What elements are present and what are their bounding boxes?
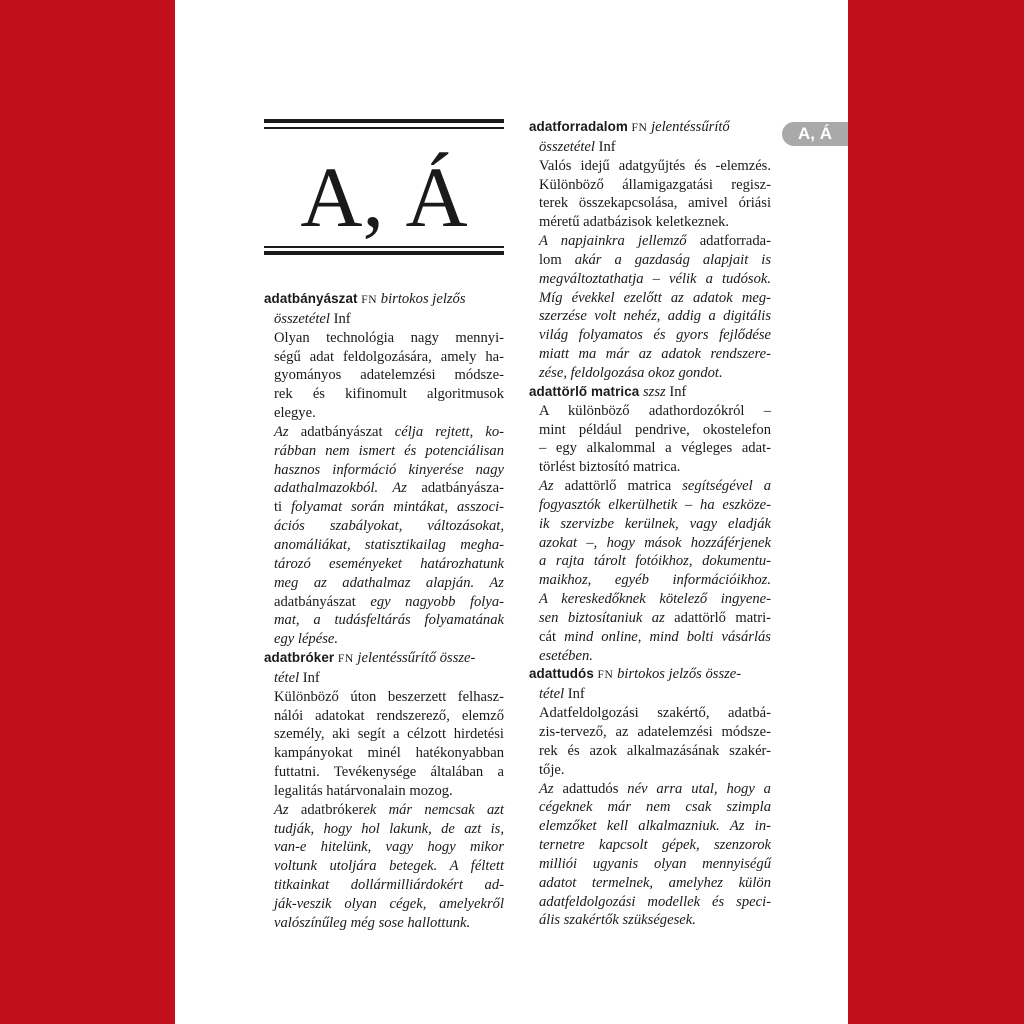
thumb-index-tab[interactable]: A, Á <box>782 122 848 146</box>
dictionary-entry <box>529 383 771 666</box>
entry-text-line <box>264 366 504 385</box>
example-text: folyamat során mintákat, asszoci- <box>291 499 504 516</box>
entry-text-line <box>264 801 504 820</box>
entry-text-line <box>264 461 504 480</box>
entry-text-line <box>529 515 771 534</box>
example-text: mind online, mind bolti vásárlás <box>564 628 771 645</box>
left-column <box>264 290 504 933</box>
entry-text-line <box>264 876 504 895</box>
entry-text-line <box>264 517 504 536</box>
entry-text-line <box>529 552 771 571</box>
entry-text-line <box>529 251 771 270</box>
dictionary-entry <box>264 649 504 933</box>
entry-head-line <box>529 685 771 704</box>
example-text: valószínűleg még sose hallottunk. <box>274 914 471 931</box>
example-text: tudják, hogy hol lakunk, de azt is, <box>274 820 504 837</box>
heading-rule-top-thick <box>264 119 504 123</box>
entry-text-line <box>529 628 771 647</box>
example-text: Az <box>539 478 565 495</box>
entry-text-line <box>264 611 504 630</box>
body-text: mint például pendrive, okostelefon <box>539 421 771 438</box>
part-of-speech: FN <box>597 669 614 682</box>
entry-text-line <box>529 817 771 836</box>
entry-text-line <box>264 630 504 649</box>
entry-text-line <box>529 232 771 251</box>
entry-text-line <box>529 458 771 477</box>
entry-text-line <box>529 780 771 799</box>
entry-text-line <box>264 857 504 876</box>
example-text: adathalmazokból. Az <box>274 480 422 497</box>
entry-text-line <box>529 836 771 855</box>
body-text: – egy alkalommal a végleges adat- <box>539 440 771 457</box>
entry-text-line <box>529 270 771 289</box>
entry-text-line <box>264 914 504 933</box>
entry-head-line <box>529 138 771 157</box>
entry-text-line <box>529 723 771 742</box>
body-text: nálói adatokat rendszerező, elemző <box>274 707 504 724</box>
example-text: név arra utal, hogy a <box>627 780 771 797</box>
body-text: legalitás határvonalain mozog. <box>274 782 453 799</box>
entry-text-line <box>529 761 771 780</box>
domain-label: Inf <box>299 669 320 686</box>
example-text: Míg évekkel ezelőtt az adatok meg- <box>539 289 771 306</box>
entry-text-line <box>529 571 771 590</box>
body-text: Adatfeldolgozási szakértő, adatbá- <box>539 705 771 722</box>
body-text: adatforrada- <box>699 233 771 250</box>
headword: adatbróker <box>264 650 335 666</box>
example-text: egy lépése. <box>274 631 339 648</box>
entry-text-line <box>529 534 771 553</box>
body-text: adatbányásza- <box>421 480 504 497</box>
example-text: ációs szabályokat, változásokat, <box>274 518 504 535</box>
example-text: világ folyamatos és gyors fejlődése <box>539 327 771 344</box>
body-text: rek és azok alkalmazásának szakér- <box>539 742 771 759</box>
part-of-speech: FN <box>337 653 354 666</box>
entry-text-line <box>529 590 771 609</box>
dictionary-entry <box>529 118 771 383</box>
example-text: azokat –, hogy mások hozzáférjenek <box>539 534 771 551</box>
headword: adatbányászat <box>264 291 358 306</box>
example-text: miatt ma már az adatok rendszere- <box>539 346 771 363</box>
entry-text-line <box>264 782 504 801</box>
body-text: adattörlő matri- <box>674 609 771 626</box>
body-text: ti <box>274 499 292 516</box>
entry-text-line <box>529 345 771 364</box>
entry-text-line <box>529 647 771 666</box>
entry-text-line <box>264 555 504 574</box>
entry-text-line <box>264 838 504 857</box>
entry-text-line <box>264 820 504 839</box>
example-text: Az <box>274 423 301 440</box>
entry-text-line <box>264 744 504 763</box>
entry-text-line <box>529 176 771 195</box>
body-text: adattörlő matrica <box>564 478 683 495</box>
body-text: Különböző úton beszerzett felhasz- <box>274 688 504 705</box>
example-text: titkainkat dollármilliárdokért ad- <box>274 877 504 894</box>
body-text: gyományos adatelemzési módsze- <box>274 367 504 384</box>
dictionary-entry <box>529 665 771 930</box>
example-text: meg az adathalmaz alapján. Az <box>274 574 504 591</box>
grammar-label: tétel <box>539 686 565 703</box>
entry-text-line <box>529 496 771 515</box>
entry-text-line <box>264 479 504 498</box>
example-text: voltunk utoljára betegek. A féltett <box>274 858 504 875</box>
example-text: mat, a tudásfeltárás folyamatának <box>274 612 504 629</box>
entry-text-line <box>529 326 771 345</box>
domain-label: Inf <box>594 138 616 155</box>
body-text: cát <box>539 628 565 645</box>
entry-text-line <box>529 609 771 628</box>
headword: adattörlő matrica <box>529 383 640 399</box>
entry-text-line <box>264 348 504 367</box>
entry-text-line <box>529 364 771 383</box>
body-text: terek összekapcsolása, amivel óriási <box>539 195 771 212</box>
example-text: szerzése volt nehéz, addig a digitális <box>539 308 771 325</box>
example-text: hasznos információ kinyerése nagy <box>274 461 504 478</box>
right-red-band <box>848 0 1024 1024</box>
body-text: adatbróker <box>300 801 364 818</box>
body-text: adattudós <box>562 780 628 797</box>
example-text: sen biztosítaniuk az <box>539 609 675 626</box>
example-text: A kereskedőknek kötelező ingyene- <box>539 591 771 608</box>
entry-head-line <box>529 383 771 402</box>
example-text: adatfeldolgozási modellek és speci- <box>539 893 771 910</box>
entry-text-line <box>264 725 504 744</box>
entry-text-line <box>264 593 504 612</box>
entry-text-line <box>529 704 771 723</box>
right-column <box>529 118 771 930</box>
entry-head-line <box>529 665 771 685</box>
body-text: méretű adatbázisok keletkeznek. <box>539 214 730 231</box>
entry-text-line <box>529 402 771 421</box>
entry-text-line <box>529 874 771 893</box>
entry-text-line <box>529 421 771 440</box>
heading-rule-bottom-thick <box>264 251 504 255</box>
body-text: adatbányászat <box>274 593 371 610</box>
body-text: elegye. <box>274 405 316 422</box>
example-text: tározó eseményeket határozhatunk <box>274 555 504 572</box>
entry-text-line <box>529 477 771 496</box>
example-text: maikhoz, egyéb információikhoz. <box>539 572 771 589</box>
example-text: esetében. <box>539 647 593 664</box>
example-text: megváltoztathatja – vélik a tudósok. <box>539 270 771 287</box>
example-text: egy nagyobb folya- <box>370 593 504 610</box>
domain-label: Inf <box>564 686 585 703</box>
grammar-label: birtokos jelzős össze- <box>613 666 742 683</box>
example-text: ternetre kapcsolt gépek, szenzorok <box>539 837 771 854</box>
body-text: rek és kifinomult algoritmusok <box>274 386 504 403</box>
domain-label: Inf <box>665 383 687 400</box>
grammar-label: tétel <box>274 669 300 686</box>
example-text: Az <box>539 780 563 797</box>
grammar-label: jelentéssűrítő össze- <box>353 650 476 667</box>
entry-head-line <box>264 310 504 329</box>
grammar-label: összetétel <box>539 138 595 155</box>
example-text: fogyasztók elkerülhetik – ha eszköze- <box>539 496 771 513</box>
heading-rule-top-thin <box>264 127 504 129</box>
example-text: rábban nem ismert és potenciálisan <box>274 442 504 459</box>
entry-text-line <box>264 329 504 348</box>
grammar-label: jelentéssűrítő <box>647 119 730 135</box>
entry-text-line <box>264 404 504 423</box>
entry-text-line <box>264 895 504 914</box>
example-text: cégeknek már nem csak szimpla <box>539 799 771 816</box>
entry-text-line <box>264 688 504 707</box>
example-text: van-e hitelünk, vagy hogy mikor <box>274 839 504 856</box>
example-text: segítségével a <box>682 478 771 495</box>
example-text: ják-veszik olyan cégek, amelyekről <box>274 896 504 912</box>
entry-text-line <box>529 893 771 912</box>
heading-rule-bottom-thin <box>264 246 504 248</box>
body-text: kampányokat minél hatékonyabban <box>274 745 504 762</box>
example-text: ek már nemcsak azt <box>363 801 504 818</box>
entry-text-line <box>529 911 771 930</box>
grammar-label: birtokos jelzős <box>377 291 466 307</box>
domain-label: Inf <box>329 310 351 327</box>
entry-text-line <box>264 498 504 517</box>
body-text: futtatni. Tevékenysége általában a <box>274 764 504 781</box>
left-red-band <box>0 0 175 1024</box>
entry-text-line <box>264 574 504 593</box>
grammar-label: összetétel <box>274 310 330 327</box>
example-text: zése, feldolgozása okoz gondot. <box>539 364 723 381</box>
entry-text-line <box>264 442 504 461</box>
dictionary-entry <box>264 290 504 649</box>
section-heading: A, Á <box>300 149 468 245</box>
body-text: ségű adat feldolgozására, amely ha- <box>274 348 504 365</box>
example-text: adatot termelnek, amelyhez külön <box>539 874 771 891</box>
entry-head-line <box>264 669 504 688</box>
body-text: törlést biztosító matrica. <box>539 459 681 476</box>
entry-text-line <box>264 536 504 555</box>
entry-text-line <box>264 763 504 782</box>
entry-text-line <box>529 742 771 761</box>
body-text: Olyan technológia nagy mennyi- <box>274 329 504 346</box>
entry-head-line <box>264 649 504 669</box>
example-text: a rajta tárolt fotóikhoz, dokumentu- <box>539 553 771 570</box>
entry-head-line <box>264 290 504 310</box>
entry-text-line <box>529 194 771 213</box>
entry-text-line <box>264 423 504 442</box>
entry-text-line <box>264 385 504 404</box>
body-text: Különböző államigazgatási regisz- <box>539 176 771 193</box>
entry-text-line <box>529 307 771 326</box>
body-text: adatbányászat <box>300 423 395 440</box>
example-text: Az <box>274 801 301 818</box>
part-of-speech: FN <box>631 122 648 134</box>
entry-text-line <box>529 439 771 458</box>
entry-head-line <box>529 118 771 138</box>
body-text: A különböző adathordozókról – <box>539 402 771 419</box>
example-text: célja rejtett, ko- <box>394 423 504 440</box>
entry-text-line <box>529 798 771 817</box>
headword: adatforradalom <box>529 119 628 134</box>
entry-text-line <box>264 707 504 726</box>
entry-text-line <box>529 855 771 874</box>
body-text: lom <box>539 251 575 268</box>
example-text: A napjainkra jellemző <box>539 233 700 250</box>
example-text: ális szakértők szükségesek. <box>539 912 696 929</box>
body-text: tője. <box>539 761 565 778</box>
entry-text-line <box>529 157 771 176</box>
example-text: milliói ugyanis olyan mennyiségű <box>539 855 771 872</box>
entry-text-line <box>529 213 771 232</box>
example-text: ik szervizbe kerülnek, vagy eladják <box>539 515 771 532</box>
body-text: zis-tervező, az adatelemzési módsze- <box>539 724 771 740</box>
example-text: anomáliákat, statisztikailag megha- <box>274 536 504 553</box>
part-of-speech: FN <box>361 294 378 306</box>
body-text: Valós idejű adatgyűjtés és -elemzés. <box>539 157 771 174</box>
body-text: személy, aki segít a célzott hirdetési <box>274 726 504 743</box>
example-text: elemzőket kell alkalmazniuk. Az in- <box>539 818 771 835</box>
example-text: akár a gazdaság alapjait is <box>574 251 771 268</box>
headword: adattudós <box>529 666 594 682</box>
entry-text-line <box>529 289 771 308</box>
grammar-label: szsz <box>639 383 666 400</box>
